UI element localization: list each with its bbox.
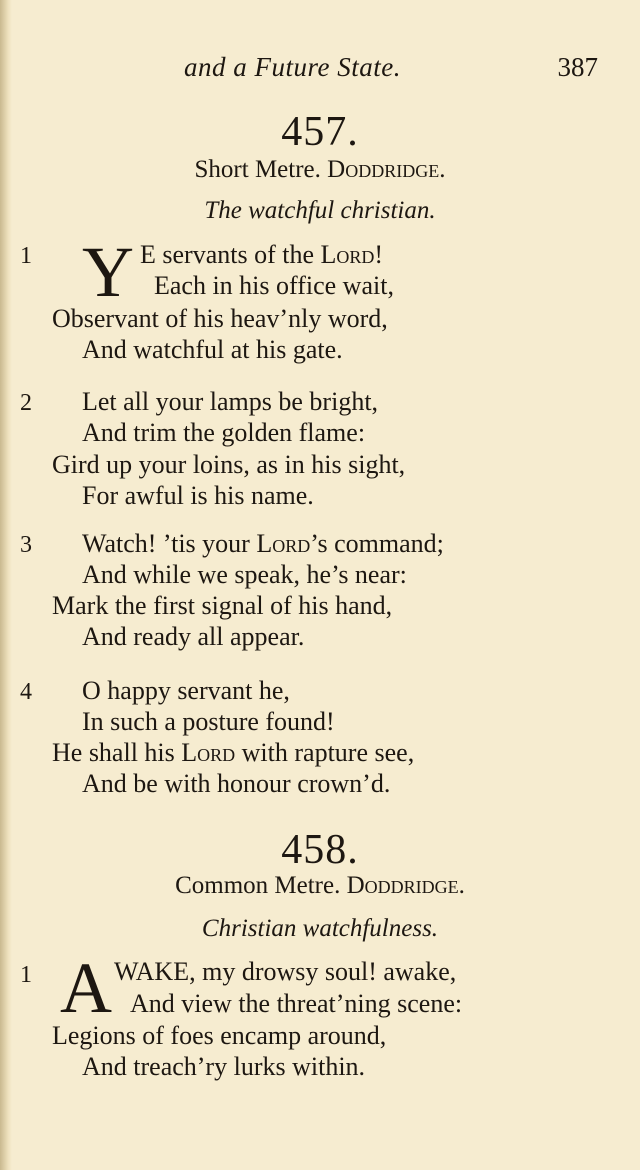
verse-line: Mark the first signal of his hand,	[52, 591, 393, 620]
verse-line: And trim the golden flame:	[82, 418, 366, 447]
verse-number: 1	[20, 243, 32, 269]
hymn-author: Doddridge.	[346, 872, 465, 899]
hymn-number: 458.	[281, 827, 359, 873]
verse-line: In such a posture found!	[82, 707, 335, 736]
line-text-tail: with rapture see,	[235, 738, 415, 767]
verse-line	[82, 529, 444, 559]
line-text-tail: ’s command;	[310, 529, 444, 558]
drop-cap: Y	[82, 232, 134, 312]
line-text: E servants of the	[140, 240, 321, 269]
verse-line: And be with honour crown’d.	[82, 769, 391, 798]
line-lord: Lord	[256, 529, 311, 558]
verse-line: WAKE, my drowsy soul! awake,	[114, 957, 457, 986]
verse-number: 4	[20, 679, 32, 705]
hymn-number: 457.	[281, 109, 359, 155]
hymn-meter-line	[0, 156, 640, 184]
hymn-meter-line	[0, 872, 640, 900]
verse-line: For awful is his name.	[82, 481, 314, 510]
running-head	[0, 52, 640, 88]
verse-line	[140, 240, 383, 270]
verse-line: And watchful at his gate.	[82, 335, 343, 364]
hymn-subject: The watchful christian.	[204, 197, 436, 224]
verse-line	[52, 738, 414, 768]
verse-line: Let all your lamps be bright,	[82, 387, 379, 416]
verse-number: 2	[20, 390, 32, 416]
line-text: He shall his	[52, 738, 182, 767]
verse-number: 3	[20, 532, 32, 558]
verse-line: Observant of his heav’nly word,	[52, 304, 388, 333]
line-lord: Lord	[181, 738, 236, 767]
line-lord: Lord	[320, 240, 375, 269]
verse-line: And while we speak, he’s near:	[82, 560, 407, 589]
line-text-tail: !	[374, 240, 384, 269]
verse-line: And treach’ry lurks within.	[82, 1052, 366, 1081]
verse-line: And view the threat’ning scene:	[130, 989, 463, 1018]
line-text: Watch! ’tis your	[82, 529, 257, 558]
running-head-title: and a Future State.	[184, 52, 401, 82]
hymn-subject: Christian watchfulness.	[201, 915, 439, 942]
hymn-author: Doddridge.	[327, 156, 446, 183]
page-number: 387	[557, 52, 598, 82]
verse-number: 1	[20, 962, 32, 988]
verse-line: And ready all appear.	[82, 622, 305, 651]
hymn-meter: Common Metre.	[175, 872, 341, 899]
verse-line: Gird up your loins, as in his sight,	[52, 450, 406, 479]
hymn-meter: Short Metre.	[194, 156, 321, 183]
verse-line: O happy servant he,	[82, 676, 290, 705]
verse-line: Legions of foes encamp around,	[52, 1021, 387, 1050]
verse-line: Each in his office wait,	[154, 271, 394, 300]
drop-cap: A	[60, 948, 112, 1028]
